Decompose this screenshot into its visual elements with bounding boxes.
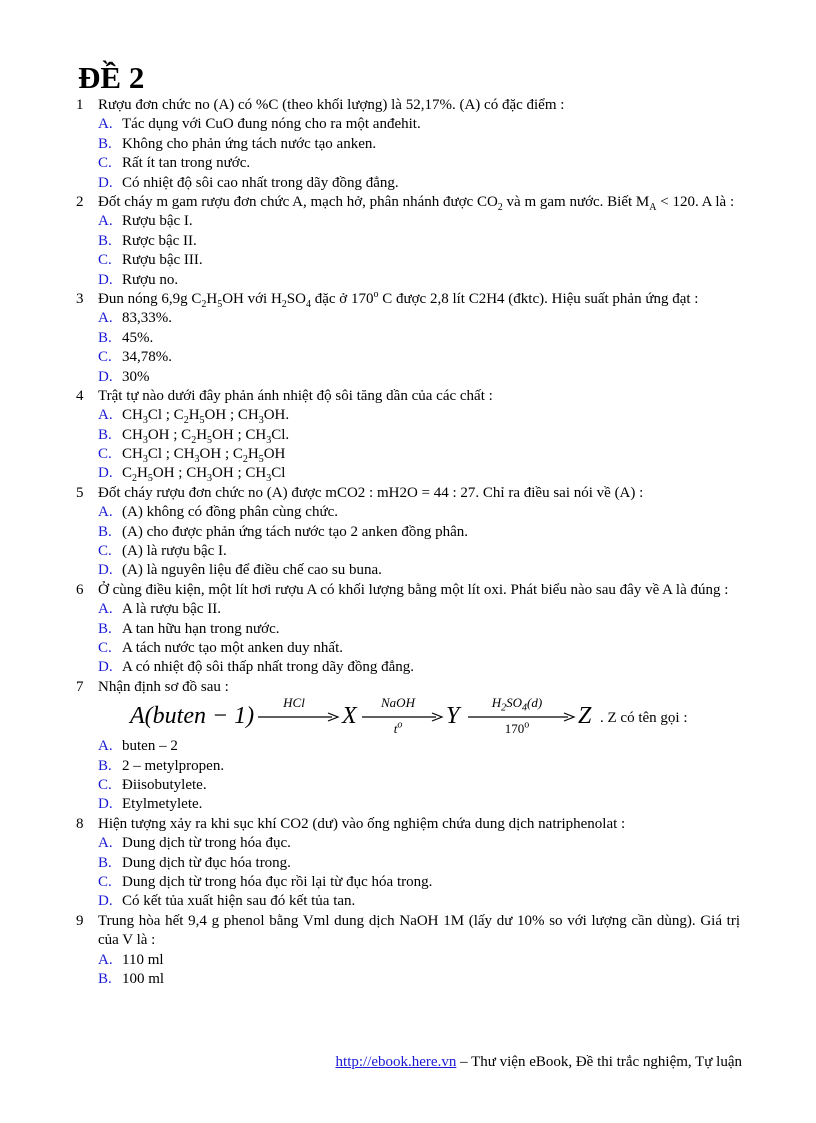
option-c [98,154,740,173]
option-d [98,795,740,814]
option-letter: B. [98,523,112,540]
option-text: Etylmetylete. [122,796,203,813]
question-9 [76,912,740,990]
option-text: A là rượu bậc II. [122,601,221,618]
option-d [98,658,740,677]
option-d [98,561,740,580]
question-text: Hiện tượng xảy ra khi sục khí CO2 (dư) vào ống nghiệm chứa dung dịch natriphenolat : [98,815,626,832]
option-text: Rất ít tan trong nước. [122,155,251,172]
question-1 [76,96,740,193]
question-7 [76,678,740,815]
question-5 [76,484,740,581]
option-letter: D. [98,271,113,288]
option-text: Dung dịch từ trong hóa đục. [122,835,291,852]
option-b [98,329,740,348]
option-text: A có nhiệt độ sôi thấp nhất trong dãy đồng đẳng. [122,659,415,676]
question-number: 3 [76,290,84,307]
option-text: Dung dịch từ đục hóa trong. [122,854,291,871]
option-letter: D. [98,796,113,813]
option-letter: A. [98,407,113,424]
option-letter: C. [98,543,112,560]
option-letter: D. [98,368,113,385]
question-number: 6 [76,581,84,598]
option-b [98,620,740,639]
option-text: $CH_3Cl$ ; $C_2H_5OH$ ; $CH_3OH$. [122,407,290,427]
option-letter: A. [98,213,113,230]
option-letter: D. [98,659,113,676]
question-text: Ở cùng điều kiện, một lít hơi rượu A có khối lượng bằng một lít oxi. Phát biểu nào sau đây về A là đúng : [98,581,729,598]
option-letter: B. [98,426,112,443]
option-b [98,426,740,445]
question-2 [76,193,740,290]
option-a [98,406,740,425]
option-b [98,135,740,154]
option-letter: B. [98,135,112,152]
reaction-scheme [130,697,740,737]
question-3 [76,290,740,387]
option-a [98,503,740,522]
option-c [98,348,740,367]
reaction-arrow-2 [362,697,444,737]
option-a [98,737,740,756]
question-number: 8 [76,815,84,832]
option-letter: A. [98,504,113,521]
option-letter: C. [98,349,112,366]
arrow-reagent: $H_2SO_4(d)$ [491,695,543,714]
question-4 [76,387,740,484]
option-text: Không cho phản ứng tách nước tạo anken. [122,135,377,152]
option-text: Rượu no. [122,271,179,288]
option-a [98,951,740,970]
option-letter: B. [98,757,112,774]
option-d [98,271,740,290]
option-text: Có kết tủa xuất hiện sau đó kết tủa tan. [122,893,356,910]
option-c [98,776,740,795]
option-letter: B. [98,854,112,871]
page-footer [306,1053,742,1072]
option-text: (A) là rượu bậc I. [122,543,227,560]
arrow-condition: $t^o$ [393,719,403,737]
option-text: Có nhiệt độ sôi cao nhất trong dãy đồng đẳng. [122,174,399,191]
option-text: Rượu bậc III. [122,252,203,269]
exam-title: ĐỀ 2 [78,60,145,95]
option-letter: A. [98,738,113,755]
option-b [98,523,740,542]
option-letter: B. [98,329,112,346]
option-letter: D. [98,174,113,191]
question-text: Rượu đơn chức no (A) có %C (theo khối lượng) là 52,17%. (A) có đặc điểm : [98,97,565,113]
option-text: 100 ml [122,970,165,987]
option-text: (A) không có đồng phân cùng chức. [122,504,338,521]
arrow-condition: 170$^o$ [504,719,530,737]
option-b [98,757,740,776]
option-text: $CH_3OH$ ; $C_2H_5OH$ ; $CH_3Cl$. [122,426,290,446]
option-letter: A. [98,835,113,852]
question-list [76,96,740,989]
option-c [98,873,740,892]
option-text: Rượu bậc I. [122,213,193,230]
reaction-arrow-3 [468,697,576,737]
option-letter: C. [98,252,112,269]
option-text: 110 ml [122,951,164,968]
option-c [98,445,740,464]
option-text: 34,78%. [122,349,172,366]
reaction-arrow-1 [258,697,340,737]
option-c [98,542,740,561]
question-6 [76,581,740,678]
arrow-icon [258,711,340,723]
option-text: A tách nước tạo một anken duy nhất. [122,640,344,657]
scheme-tail: . Z có tên gọi : [600,710,688,727]
question-text: Trật tự nào dưới đây phản ánh nhiệt độ sôi tăng dần của các chất : [98,387,493,404]
option-d [98,892,740,911]
option-a [98,309,740,328]
option-c [98,251,740,270]
question-number: 9 [76,912,84,929]
question-number: 5 [76,484,84,501]
question-text: Đốt cháy m gam rượu đơn chức A, mạch hở, phân nhánh được $CO_2$ và m gam nước. Biết $M_A < 120$. A là : [98,193,735,213]
option-letter: C. [98,446,112,463]
option-a [98,600,740,619]
option-letter: D. [98,562,113,579]
question-number: 4 [76,387,84,404]
option-text: Tác dụng với CuO đung nóng cho ra một anđehit. [122,116,421,133]
question-number: 1 [76,97,84,113]
question-number: 7 [76,678,84,695]
option-a [98,115,740,134]
question-text: Trung hòa hết 9,4 g phenol bằng Vml dung dịch NaOH 1M (lấy dư 10% so với lượng cần dùng). Giá trị của V là : [98,912,740,949]
option-text: 83,33%. [122,310,172,327]
option-text: 30% [122,368,150,385]
option-letter: C. [98,873,112,890]
question-text: Đốt cháy rượu đơn chức no (A) được mCO2 : mH2O = 44 : 27. Chỉ ra điều sai nói về (A) : [98,484,644,501]
option-letter: D. [98,465,113,482]
question-number: 2 [76,193,84,210]
option-text: Điisobutylete. [122,777,207,793]
option-b [98,970,740,989]
option-letter: D. [98,893,113,910]
option-text: Rược bậc II. [122,232,197,249]
option-d [98,368,740,387]
option-text: A tan hữu hạn trong nước. [122,620,280,637]
option-letter: A. [98,951,113,968]
option-c [98,639,740,658]
scheme-start: A(buten − 1) [130,703,255,730]
option-d [98,464,740,483]
option-letter: B. [98,232,112,249]
scheme-x: X [342,703,357,730]
question-text: Nhận định sơ đồ sau : [98,678,229,695]
option-text: 2 – metylpropen. [122,757,225,774]
option-letter: C. [98,155,112,172]
ebook-link[interactable]: http://ebook.here.vn [335,1054,457,1070]
question-8 [76,815,740,912]
option-text: $C_2H_5OH$ ; $CH_3OH$ ; $CH_3Cl$ [122,465,286,485]
option-b [98,854,740,873]
option-letter: A. [98,310,113,327]
arrow-reagent: HCl [283,695,305,711]
question-text: Đun nóng 6,9g $C_2H_5OH$ với $H_2SO_4$ đặc ở 170$^o$ C được 2,8 lít C2H4 (đktc). Hiệu suất phản ứng đạt : [98,288,699,310]
option-text: (A) là nguyên liệu để điều chế cao su buna. [122,562,382,579]
option-letter: C. [98,640,112,657]
option-letter: B. [98,620,112,637]
option-text: Dung dịch từ trong hóa đục rồi lại từ đục hóa trong. [122,873,433,890]
footer-text: – Thư viện eBook, Đề thi trắc nghiệm, Tự luận [456,1054,742,1070]
option-a [98,212,740,231]
option-d [98,174,740,193]
option-text: (A) cho được phản ứng tách nước tạo 2 anken đồng phân. [122,523,468,540]
option-text: buten – 2 [122,738,178,755]
scheme-z: Z [578,703,592,730]
option-a [98,834,740,853]
option-text: 45%. [122,329,154,346]
arrow-reagent: NaOH [381,695,415,711]
option-letter: A. [98,601,113,618]
option-b [98,232,740,251]
option-letter: B. [98,970,112,987]
option-letter: A. [98,116,113,133]
scheme-y: Y [446,703,460,730]
option-text: $CH_3Cl$ ; $CH_3OH$ ; $C_2H_5OH$ [122,446,286,466]
option-letter: C. [98,777,112,793]
